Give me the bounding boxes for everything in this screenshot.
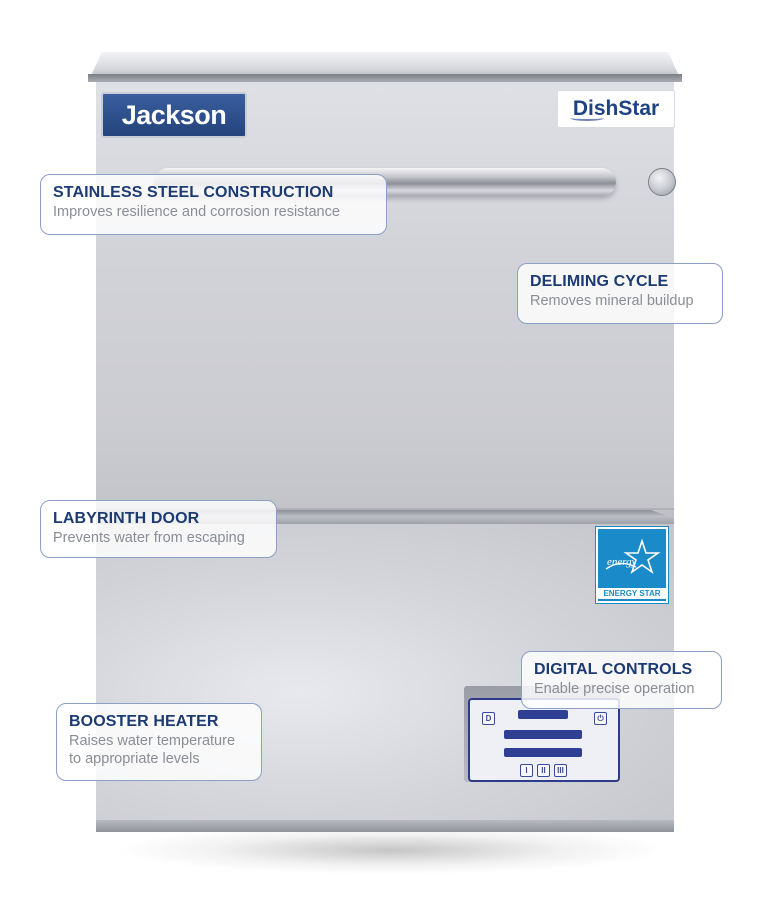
power-button[interactable]: ⏻ xyxy=(594,712,607,725)
callout-title: DELIMING CYCLE xyxy=(530,273,669,290)
cycle-button-1[interactable]: I xyxy=(520,764,533,777)
dishwasher-base xyxy=(96,820,674,832)
lock-icon xyxy=(648,168,676,196)
cycle-button-2[interactable]: II xyxy=(537,764,550,777)
jackson-logo xyxy=(101,92,247,138)
callout-deliming-cycle xyxy=(517,263,723,324)
dishstar-logo xyxy=(557,90,675,128)
cycle-button-3[interactable]: III xyxy=(554,764,567,777)
callout-stainless-steel xyxy=(40,174,387,235)
callout-title: BOOSTER HEATER xyxy=(69,713,219,730)
dishstar-logo-text: DishStar xyxy=(572,97,660,120)
callout-labyrinth-door xyxy=(40,500,277,558)
star-icon xyxy=(602,535,662,581)
energy-star-logo xyxy=(596,527,668,603)
callout-description: Removes mineral buildup xyxy=(530,293,694,309)
callout-description: Improves resilience and corrosion resistance xyxy=(53,204,340,220)
display-bar-middle xyxy=(504,730,582,739)
energy-script-text: energy xyxy=(607,556,637,568)
swoosh-icon xyxy=(570,115,604,121)
callout-description: Raises water temperature to appropriate levels xyxy=(69,733,236,767)
energy-star-label: ENERGY STAR xyxy=(598,588,666,599)
callout-description: Prevents water from escaping xyxy=(53,530,245,546)
callout-booster-heater xyxy=(56,703,262,781)
display-bar-bottom xyxy=(504,748,582,757)
floor-shadow xyxy=(120,826,660,874)
display-bar-top xyxy=(518,710,568,719)
callout-digital-controls xyxy=(521,651,722,709)
control-panel xyxy=(468,698,620,782)
jackson-logo-text: Jackson xyxy=(121,99,227,130)
dishwasher-top-edge xyxy=(88,74,682,82)
callout-title: LABYRINTH DOOR xyxy=(53,510,200,527)
callout-description: Enable precise operation xyxy=(534,681,695,697)
delime-button[interactable]: D xyxy=(482,712,495,725)
callout-title: STAINLESS STEEL CONSTRUCTION xyxy=(53,184,334,201)
callout-title: DIGITAL CONTROLS xyxy=(534,661,693,678)
